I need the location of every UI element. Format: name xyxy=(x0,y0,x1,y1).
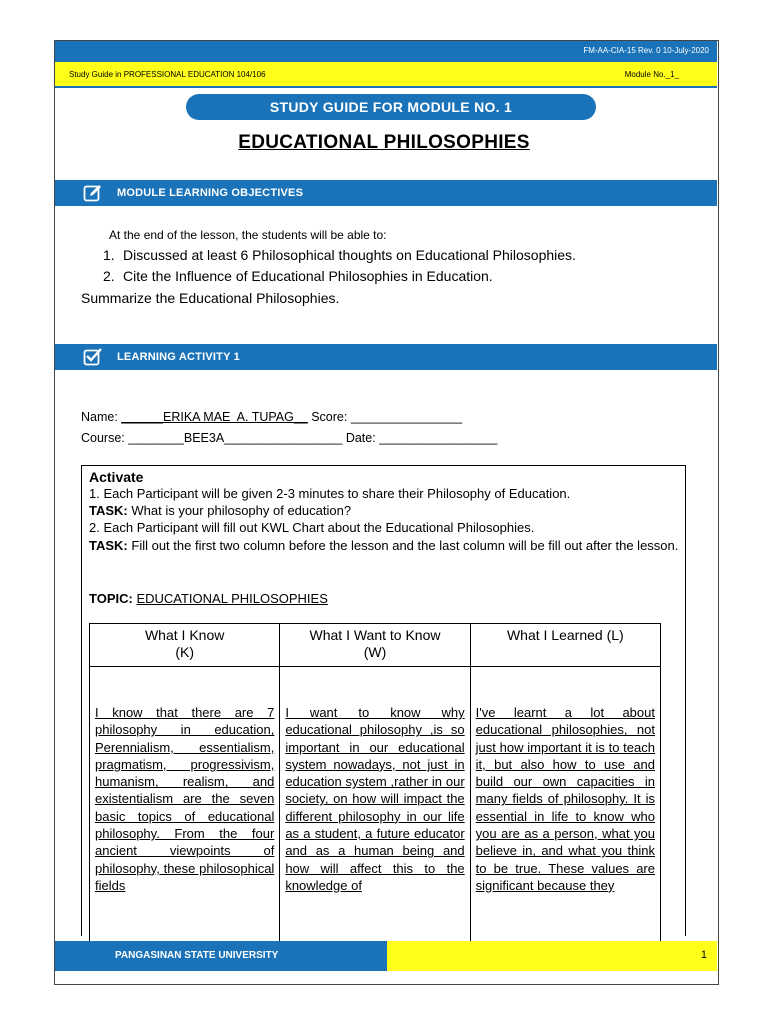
objectives-summary: Summarize the Educational Philosophies. xyxy=(81,290,340,306)
checkbox-icon xyxy=(83,347,103,367)
score-field[interactable]: ________________ xyxy=(350,410,463,424)
study-guide-pill: STUDY GUIDE FOR MODULE NO. 1 xyxy=(186,94,596,120)
edit-icon xyxy=(83,183,103,203)
name-field[interactable]: ______ERIKA MAE A. TUPAG__ xyxy=(121,410,308,424)
activity-task-1: TASK: What is your philosophy of education? xyxy=(89,503,352,518)
kwl-header-want: What I Want to Know (W) xyxy=(280,624,470,667)
university-name: PANGASINAN STATE UNIVERSITY xyxy=(115,950,279,961)
objectives-section-bar xyxy=(55,180,717,206)
activity-heading: Activate xyxy=(89,469,144,485)
module-number: Module No._1_ xyxy=(624,70,679,79)
page-number: 1 xyxy=(700,949,707,961)
activity-task-2: TASK: Fill out the first two column before the lesson and the last column will be fill out after the lesson. xyxy=(89,538,679,553)
activity-item-2: 2. Each Participant will fill out KWL Chart about the Educational Philosophies. xyxy=(89,520,535,535)
kwl-chart xyxy=(89,623,661,959)
name-score-line xyxy=(81,410,462,424)
kwl-header-know: What I Know (K) xyxy=(90,624,280,667)
kwl-header-learned: What I Learned (L) xyxy=(470,624,660,667)
course-label: Course: xyxy=(81,431,129,445)
kwl-cell-know[interactable]: I know that there are 7 philosophy in education, Perennialism, essentialism, pragmatism, progressivism, humanism, realism, and existentialism are the seven basic topics of educational philosophy. From the four ancient viewpoints of philosophy, these philosophical fields xyxy=(90,667,280,960)
page-title: EDUCATIONAL PHILOSOPHIES xyxy=(238,132,530,153)
score-label: Score: xyxy=(307,410,351,424)
objectives-intro: At the end of the lesson, the students will be able to: xyxy=(109,228,387,242)
header-blue-bar xyxy=(55,41,717,62)
header-yellow-bar xyxy=(55,62,717,86)
course-line: Study Guide in PROFESSIONAL EDUCATION 104/106 xyxy=(69,70,266,79)
footer-yellow-bar xyxy=(387,941,717,971)
course-field[interactable]: ________BEE3A_________________ xyxy=(128,431,343,445)
activity-section-bar xyxy=(55,344,717,370)
activity-section-label: LEARNING ACTIVITY 1 xyxy=(117,351,240,363)
activity-topic: TOPIC: EDUCATIONAL PHILOSOPHIES xyxy=(89,591,328,606)
course-date-line xyxy=(81,431,497,445)
footer-blue-bar xyxy=(55,941,387,971)
kwl-content-row xyxy=(90,667,661,960)
objectives-section-label: MODULE LEARNING OBJECTIVES xyxy=(117,187,304,199)
activity-item-1: 1. Each Participant will be given 2-3 minutes to share their Philosophy of Education. xyxy=(89,486,571,501)
kwl-cell-want[interactable]: I want to know why educational philosophy ,is so important in our educational system nowadays, not just in education system ,rather in our society, on how will impact the different philosophy in our life as a student, a future educator and as a human being and how will affect this to the knowledge of xyxy=(280,667,470,960)
kwl-cell-learned[interactable]: I've learnt a lot about educational philosophies, not just how important it is to teach it, but also how to use and build our own capacities in many fields of philosophy. It is essential in life to know who you are as a person, what you believe in, and what you think to be true. These values are significant because they xyxy=(470,667,660,960)
kwl-header-row xyxy=(90,624,661,667)
objective-item: 2. Cite the Influence of Educational Philosophies in Education. xyxy=(103,268,493,284)
date-label: Date: xyxy=(342,431,380,445)
topic-value: EDUCATIONAL PHILOSOPHIES xyxy=(136,591,328,606)
date-field[interactable]: _________________ xyxy=(379,431,498,445)
objectives-list xyxy=(103,247,576,289)
form-number: FM-AA-CIA-15 Rev. 0 10-July-2020 xyxy=(583,46,709,55)
name-label: Name: xyxy=(81,410,122,424)
header-divider xyxy=(55,86,717,88)
objective-item: 1. Discussed at least 6 Philosophical thoughts on Educational Philosophies. xyxy=(103,247,576,263)
